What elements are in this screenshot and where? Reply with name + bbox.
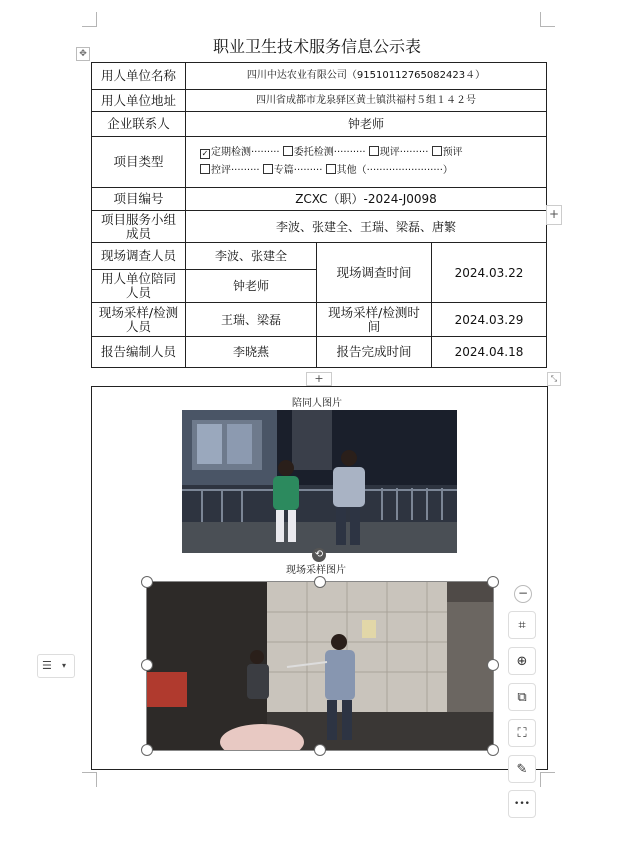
report-staff-label: 报告编制人员: [92, 337, 186, 368]
add-row-button[interactable]: [306, 372, 332, 386]
resize-handle-tl[interactable]: [141, 576, 153, 588]
table-move-handle[interactable]: ✥: [76, 47, 90, 61]
team-value: 李波、张建全、王瑞、梁磊、唐繁: [186, 211, 547, 243]
escort-photo-caption: 陪同人图片: [292, 398, 342, 409]
more-icon: •••: [514, 799, 530, 809]
survey-time-label: 现场调查时间: [317, 243, 432, 303]
plus-icon: +: [548, 207, 560, 221]
option-control-eval[interactable]: 控评: [200, 165, 231, 176]
resize-handle-tr[interactable]: [487, 576, 499, 588]
rotate-button[interactable]: [508, 683, 536, 711]
zoom-icon: ⊕: [516, 653, 528, 669]
contact-label: 企业联系人: [92, 112, 186, 137]
resize-handle-bc[interactable]: [314, 744, 326, 756]
collapse-toolbar-button[interactable]: [514, 585, 532, 603]
sampling-staff-value: 王瑞、梁磊: [186, 303, 317, 337]
zoom-button[interactable]: [508, 647, 536, 675]
survey-staff-label: 现场调查人员: [92, 243, 186, 270]
page-title: 职业卫生技术服务信息公示表: [212, 37, 421, 56]
resize-handle-bl[interactable]: [141, 744, 153, 756]
resize-handle-ml[interactable]: [141, 659, 153, 671]
crop-icon: ⌗: [518, 617, 526, 633]
fit-icon: ⛶: [517, 725, 527, 741]
page-corner-bottom-right: [540, 772, 555, 787]
option-other[interactable]: 其他（: [326, 165, 367, 176]
option-pre-eval[interactable]: 预评: [432, 147, 463, 158]
option-periodic[interactable]: ✓ 定期检测: [201, 147, 251, 158]
checkbox-icon: [369, 146, 379, 156]
survey-time-value: 2024.03.22: [432, 243, 547, 303]
chevron-down-icon: ▾: [62, 661, 67, 670]
image-edit-icon: ✎: [516, 761, 528, 777]
page-corner-top-left: [82, 12, 97, 27]
report-time-label: 报告完成时间: [317, 337, 432, 368]
checkbox-icon: [263, 164, 273, 174]
escort-photo[interactable]: [182, 410, 457, 553]
rotate-icon: ⧉: [517, 689, 527, 705]
resize-handle-br[interactable]: [487, 744, 499, 756]
page-corner-top-right: [540, 12, 555, 27]
sampling-photo-image: [147, 582, 493, 750]
escort-photo-image: [182, 410, 457, 553]
project-type-label: 项目类型: [92, 137, 186, 188]
project-no-label: 项目编号: [92, 188, 186, 211]
survey-staff-value: 李波、张建全: [186, 243, 317, 270]
resize-handle-mr[interactable]: [487, 659, 499, 671]
sampling-time-value: 2024.03.29: [432, 303, 547, 337]
image-edit-button[interactable]: [508, 755, 536, 783]
crop-button[interactable]: [508, 611, 536, 639]
checkbox-icon: [283, 146, 293, 156]
table-resize-handle[interactable]: ⤡: [547, 372, 561, 386]
rotate-handle[interactable]: ⟲: [312, 548, 326, 562]
info-table: [91, 62, 547, 368]
plus-icon: +: [314, 372, 324, 385]
checkbox-icon: [326, 164, 336, 174]
fit-button[interactable]: [508, 719, 536, 747]
layout-icon: ☰: [42, 659, 52, 672]
report-time-value: 2024.04.18: [432, 337, 547, 368]
unit-name-label: 用人单位名称: [92, 63, 186, 90]
option-special[interactable]: 专篇: [263, 165, 294, 176]
checkbox-icon: [432, 146, 442, 156]
checkbox-icon: [200, 164, 210, 174]
escort-value: 钟老师: [186, 270, 317, 303]
unit-name-value: 四川中达农业有限公司（91510112765082423４）: [186, 63, 547, 90]
checked-icon: ✓: [201, 149, 209, 158]
resize-handle-tc[interactable]: [314, 576, 326, 588]
page-corner-bottom-left: [82, 772, 97, 787]
unit-address-label: 用人单位地址: [92, 90, 186, 112]
sampling-photo[interactable]: [146, 581, 494, 751]
escort-label: 用人单位陪同 人员: [92, 270, 186, 303]
more-button[interactable]: [508, 790, 536, 818]
team-label: 项目服务小组 成员: [92, 211, 186, 243]
sampling-time-label: 现场采样/检测时 间: [317, 303, 432, 337]
report-staff-value: 李晓燕: [186, 337, 317, 368]
layout-options-button[interactable]: [37, 654, 75, 678]
project-type-options: ✓ 定期检测········· 委托检测·········· 现评········· 预评 控评········· 专篇········· 其他（························）: [186, 137, 547, 188]
minus-icon: −: [517, 586, 529, 600]
unit-address-value: 四川省成都市龙泉驿区黄土镇洪福村５组１４２号: [186, 90, 547, 112]
option-entrusted[interactable]: 委托检测: [283, 147, 334, 158]
sampling-photo-caption: 现场采样图片: [286, 565, 346, 576]
contact-value: 钟老师: [186, 112, 547, 137]
sampling-staff-label: 现场采样/检测 人员: [92, 303, 186, 337]
add-column-button[interactable]: [546, 205, 562, 225]
option-current-eval[interactable]: 现评: [369, 147, 400, 158]
project-no-value: ZCXC（职）-2024-J0098: [186, 188, 547, 211]
